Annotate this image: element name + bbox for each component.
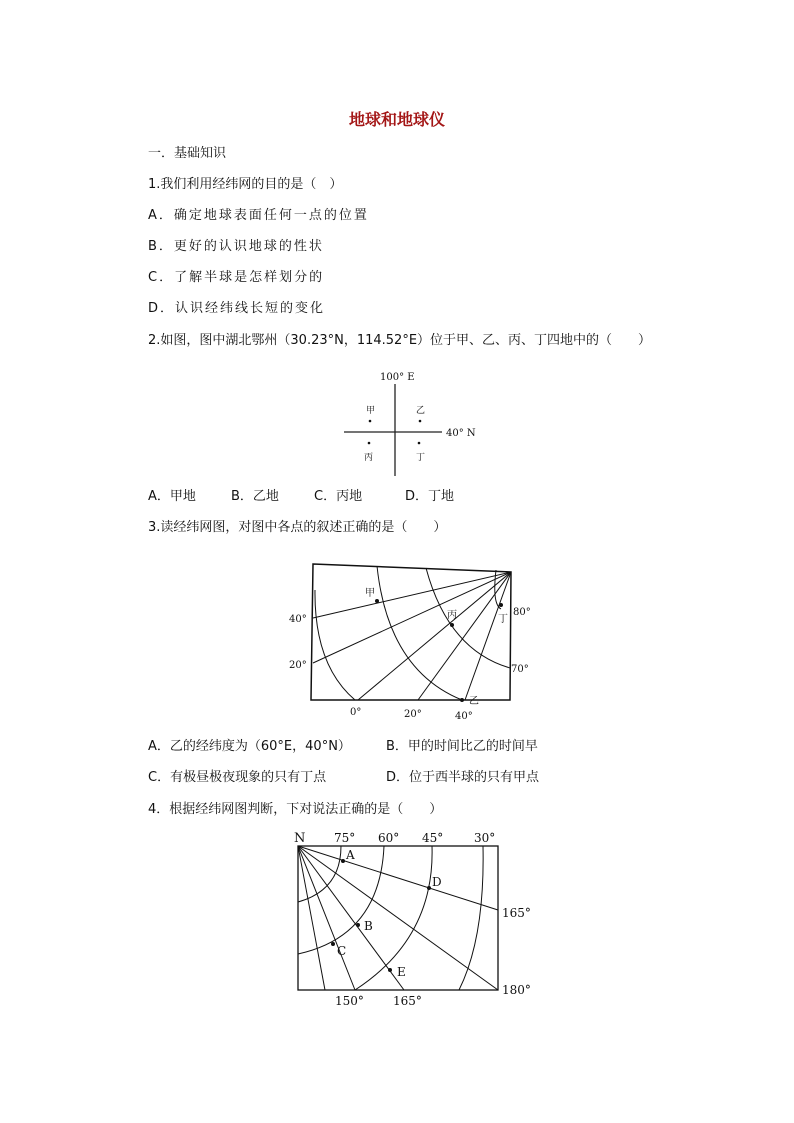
q4-right-label-165: 165° — [502, 906, 531, 920]
q4-top-label-30: 30° — [474, 831, 496, 845]
q4-point-a — [341, 859, 345, 863]
q4-point-e — [388, 968, 392, 972]
q1-option-d: D．认识经纬线长短的变化 — [148, 301, 326, 316]
q4-parallel — [298, 846, 384, 954]
section-heading: 一．基础知识 — [148, 146, 227, 161]
q3-left-label-40: 40° — [289, 614, 307, 625]
q1-option-b: B．更好的认识地球的性状 — [148, 239, 324, 254]
q3-option-c: C．有极昼极夜现象的只有丁点 — [148, 770, 327, 785]
q3-bottom-label-40: 40° — [455, 711, 473, 722]
q4-point-c — [331, 942, 335, 946]
place-jia-point — [369, 420, 372, 423]
q3-right-label-70: 70° — [511, 664, 529, 675]
q2-option-a: A．甲地 — [148, 489, 196, 504]
q1-option-a: A．确定地球表面任何一点的位置 — [148, 208, 369, 223]
q4-top-label-60: 60° — [378, 831, 400, 845]
q3-left-label-20: 20° — [289, 660, 307, 671]
q3-point-ding-label: 丁 — [498, 614, 508, 625]
place-yi-point — [419, 420, 422, 423]
q3-bottom-label-0: 0° — [350, 707, 362, 718]
q4-stem: 4．根据经纬网图判断，下对说法正确的是（ ） — [148, 802, 443, 817]
place-jia-label: 甲 — [366, 406, 376, 416]
q3-stem: 3.读经纬网图，对图中各点的叙述正确的是（ ） — [148, 520, 447, 535]
q4-point-b — [356, 923, 360, 927]
q4-point-a-label: A — [346, 848, 355, 862]
q4-figure — [285, 828, 540, 1013]
place-ding-point — [418, 442, 421, 445]
place-ding-label: 丁 — [416, 453, 426, 463]
q3-point-yi-label: 乙 — [469, 696, 479, 707]
q1-option-c: C．了解半球是怎样划分的 — [148, 270, 325, 285]
q2-option-c: C．丙地 — [314, 489, 363, 504]
q3-option-a: A．乙的经纬度为（60°E，40°N） — [148, 739, 351, 754]
q3-point-ding — [499, 603, 503, 607]
q4-point-b-label: B — [364, 919, 373, 933]
q4-top-label-45: 45° — [422, 831, 444, 845]
place-yi-label: 乙 — [416, 406, 426, 416]
q2-stem: 2.如图，图中湖北鄂州（30.23°N，114.52°E）位于甲、乙、丙、丁四地中的（ ） — [148, 333, 652, 348]
place-bing-label: 丙 — [364, 453, 374, 463]
q4-bottom-label-150: 150° — [335, 994, 364, 1008]
q4-right-label-180: 180° — [502, 983, 531, 997]
q3-meridian — [418, 572, 511, 700]
q4-pole-label: N — [294, 831, 306, 846]
q3-meridian — [313, 572, 511, 618]
q1-stem: 1.我们利用经纬网的目的是（ ） — [148, 177, 343, 192]
page-title: 地球和地球仪 — [348, 110, 445, 129]
place-bing-point — [368, 442, 371, 445]
q3-point-bing-label: 丙 — [447, 610, 457, 621]
q3-option-d: D．位于西半球的只有甲点 — [386, 770, 540, 785]
meridian-label: 100° E — [380, 372, 415, 383]
q3-meridian — [313, 572, 511, 663]
q3-bottom-label-20: 20° — [404, 709, 422, 720]
q3-point-bing — [450, 623, 454, 627]
q4-meridian — [298, 846, 355, 990]
q3-option-b: B．甲的时间比乙的时间早 — [386, 739, 538, 754]
q2-figure — [340, 368, 490, 478]
q4-bottom-label-165: 165° — [393, 994, 422, 1008]
q4-point-d — [427, 886, 431, 890]
q4-point-d-label: D — [432, 875, 442, 889]
q3-right-label-80: 80° — [513, 607, 531, 618]
q3-frame — [311, 564, 511, 700]
q2-option-d: D．丁地 — [405, 489, 455, 504]
q4-point-c-label: C — [337, 944, 347, 958]
q2-option-b: B．乙地 — [231, 489, 279, 504]
q4-meridian — [298, 846, 325, 990]
q3-point-jia-label: 甲 — [365, 588, 375, 599]
q4-top-label-75: 75° — [334, 831, 356, 845]
q3-point-yi — [460, 698, 464, 702]
parallel-label: 40° N — [446, 428, 476, 439]
q4-meridian — [298, 846, 404, 990]
q3-figure — [280, 560, 540, 725]
q3-point-jia — [375, 599, 379, 603]
q4-parallel — [459, 846, 483, 990]
q4-meridian — [298, 846, 498, 910]
q4-point-e-label: E — [397, 965, 406, 979]
q3-parallel — [315, 590, 355, 700]
